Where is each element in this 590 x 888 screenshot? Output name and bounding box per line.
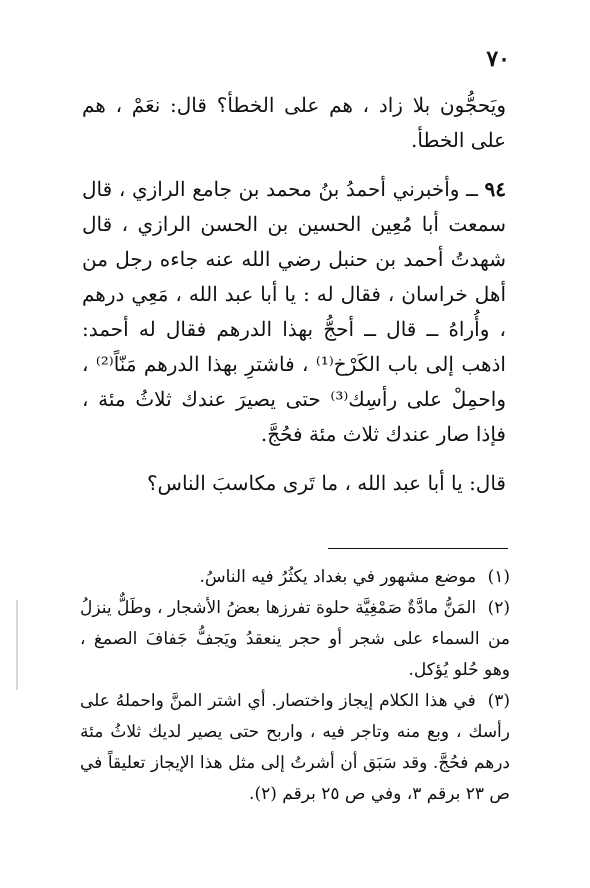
footnote: [80, 562, 510, 593]
footnote-marker: (٢): [487, 598, 510, 618]
paragraph-text: ــ وأخبرني أحمدُ بنُ محمد بن جامع الرازي ، قال سمعت أبا مُعِين الحسين بن الحسن الرازي ، قال شهدتُ أحمد بن حنبل رضي الله عنه جاءه رجل من أهل خراسان ، فقال له : يا أبا عبد الله ، مَعِي درهم ، وأُراهُ ــ قال ــ أحجُّ بهذا الدرهم فقال له أحمد: اذهب إلى باب الكَرْخ⁽¹⁾ ، فاشترِ بهذا الدرهم مَنّاً⁽²⁾ ، واحمِلْ على رأسِك⁽³⁾ حتى يصيرَ عندك ثلاثُ مئة ، فإذا صار عندك ثلاث مئة فحُجَّ.: [82, 177, 506, 446]
paragraph-text: ويَحجُّون بلا زاد ، هم على الخطأ؟ قال: نعَمْ ، هم على الخطأ.: [82, 93, 506, 152]
footnote: [80, 686, 510, 810]
footnote-divider: [328, 548, 508, 549]
footnote-marker: (١): [487, 567, 510, 587]
footnote-text: المَنُّ مادَّةٌ صَمْغِيَّة حلوة تفرزها بعضُ الأشجار ، وطَلٌّ ينزلُ من السماء على شجر أو حجر ينعقدُ ويَجفُّ جَفافَ الصمغ ، وهو حُلو يُؤكل.: [80, 598, 510, 680]
footnotes: [80, 562, 510, 810]
main-text: [82, 88, 506, 501]
scan-edge-mark: [16, 600, 18, 690]
narration-number: ٩٤: [484, 177, 507, 201]
footnote-text: في هذا الكلام إيجاز واختصار. أي اشتر المنَّ واحملهُ على رأسك ، وبع منه وتاجر فيه ، واربح حتى يصير لديك ثلاثُ مئة درهم فحُجَّ. وقد سَبَق أن أشرتُ إلى مثل هذا الإيجاز تعليقاً في ص ٢٣ برقم ٣، وفي ص ٢٥ برقم (٢).: [80, 691, 510, 804]
paragraph: [82, 466, 506, 501]
paragraph: [82, 172, 506, 452]
paragraph: [82, 88, 506, 158]
footnote-marker: (٣): [487, 691, 511, 711]
paragraph-text: قال: يا أبا عبد الله ، ما تَرى مكاسبَ الناس؟: [146, 471, 506, 495]
footnote: [80, 593, 510, 686]
footnote-text: موضع مشهور في بغداد يكثُرُ فيه الناسُ.: [199, 567, 477, 587]
page-number: ٧٠: [486, 46, 510, 72]
